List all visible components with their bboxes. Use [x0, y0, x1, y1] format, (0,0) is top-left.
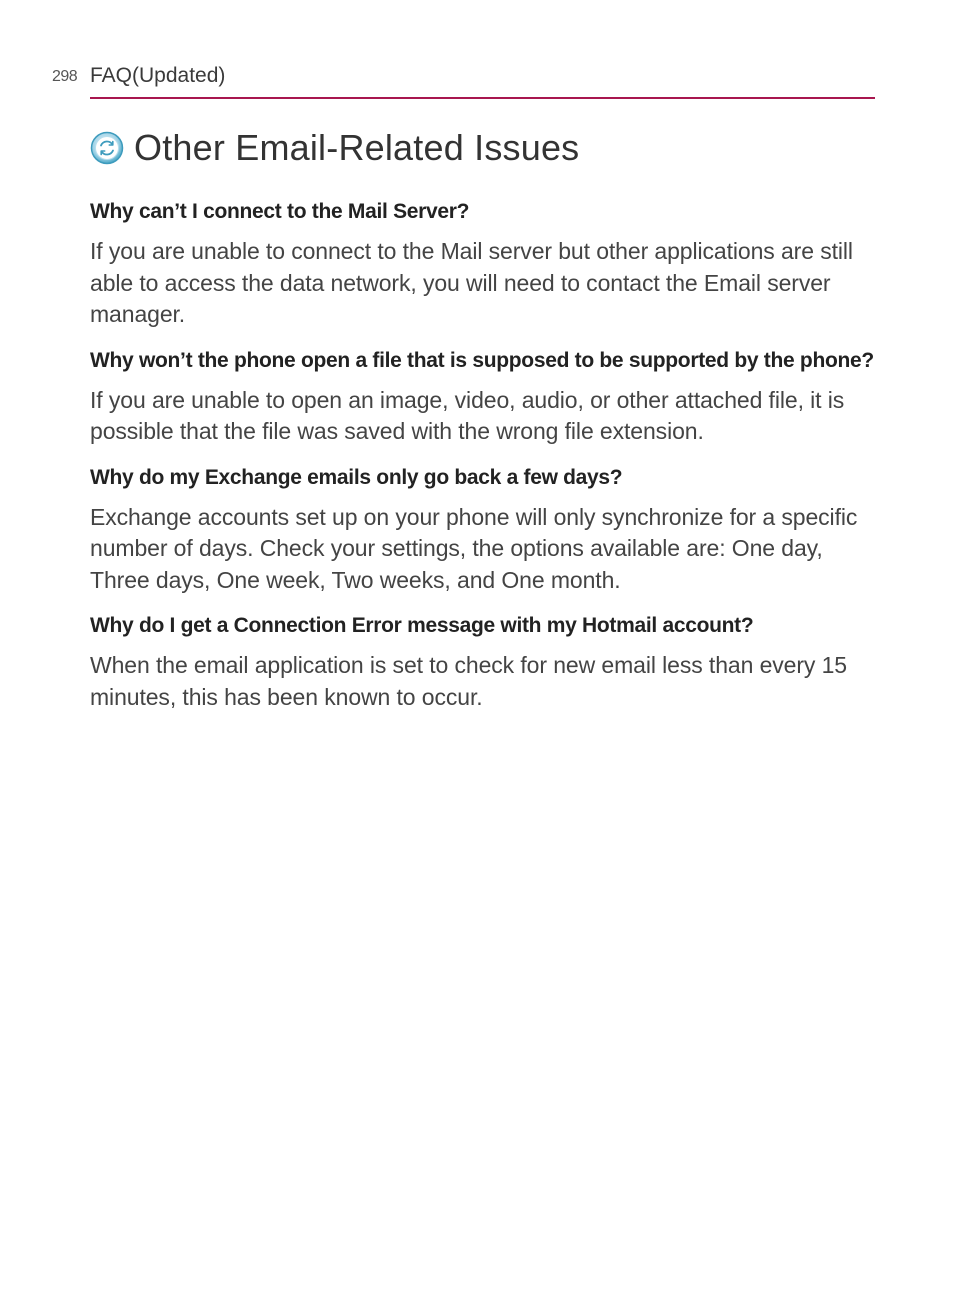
faq-item — [90, 345, 880, 448]
faq-answer: When the email application is set to check for new email less than every 15 minutes, this has been known to occur. — [90, 652, 847, 710]
page-header — [52, 62, 875, 98]
faq-item — [90, 610, 880, 713]
page-title: Other Email-Related Issues — [134, 127, 580, 168]
refresh-cycle-icon — [90, 131, 124, 165]
faq-item — [90, 462, 880, 597]
faq-list — [90, 196, 880, 727]
faq-answer: Exchange accounts set up on your phone will only synchronize for a specific number of days. Check your settings, the options available are: One day, Three days, One week, Two weeks, and One month. — [90, 503, 858, 593]
faq-item — [90, 196, 880, 331]
header-divider — [90, 97, 875, 99]
faq-question: Why do my Exchange emails only go back a few days? — [90, 465, 623, 489]
faq-question: Why do I get a Connection Error message with my Hotmail account? — [90, 614, 754, 637]
title-row — [90, 124, 579, 172]
section-label: FAQ(Updated) — [90, 64, 226, 87]
faq-question: Why can’t I connect to the Mail Server? — [90, 200, 470, 223]
faq-question: Why won’t the phone open a file that is supposed to be supported by the phone? — [90, 348, 874, 372]
page-number: 298 — [52, 68, 78, 85]
faq-answer: If you are unable to open an image, video, audio, or other attached file, it is possible that the file was saved with the wrong file extension. — [90, 386, 845, 444]
faq-answer: If you are unable to connect to the Mail server but other applications are still able to access the data network, you will need to contact the Email server manager. — [90, 238, 853, 327]
